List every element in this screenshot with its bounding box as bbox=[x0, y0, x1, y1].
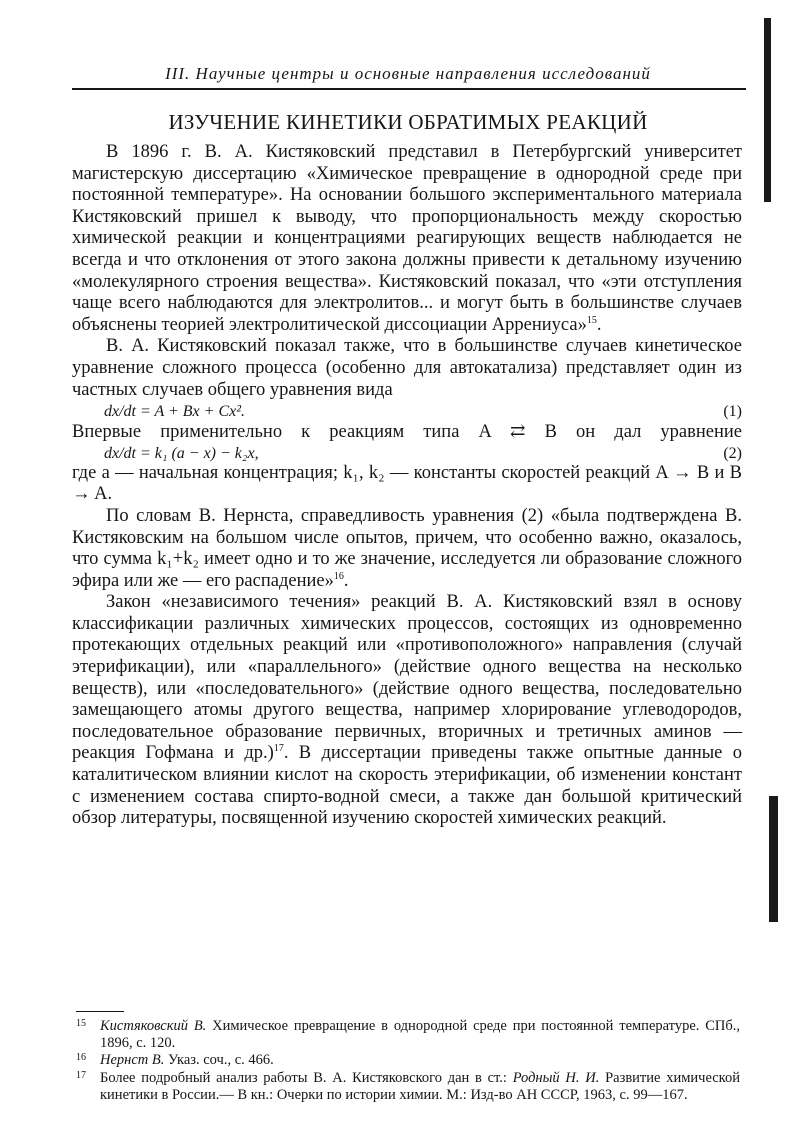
footnote-number: 15 bbox=[76, 1018, 86, 1029]
header-rule bbox=[72, 88, 746, 90]
footnote-author: Кистяковский В. bbox=[100, 1018, 207, 1034]
footnote-rule bbox=[76, 1011, 124, 1012]
footnote-ref: 17 bbox=[273, 743, 284, 755]
footnote: 16 Нернст В. Указ. соч., с. 466. bbox=[76, 1052, 274, 1069]
footnote: 17 Более подробный анализ работы В. А. Кистяковского дан в ст.: Родный Н. И. Развитие химической кинетики в России.— В кн.: Очерки по истории химии. М.: Изд-во АН СССР, 1963, с. 99—167. bbox=[76, 1069, 740, 1103]
equation-number: (2) bbox=[723, 444, 742, 462]
equation-2 bbox=[72, 444, 742, 463]
running-head: III. Научные центры и основные направления исследований bbox=[165, 64, 651, 83]
footnote-author: Родный Н. И. bbox=[512, 1069, 600, 1086]
footnote-author: Нернст В. bbox=[100, 1052, 165, 1069]
footnote-ref: 15 bbox=[586, 314, 597, 326]
paragraph: Впервые применительно к реакциям типа A ⇄ B он дал уравнение bbox=[72, 422, 742, 443]
body-text bbox=[72, 142, 742, 830]
scan-edge-mark bbox=[769, 796, 778, 922]
footnotes bbox=[76, 1018, 740, 1104]
equation-1 bbox=[72, 401, 742, 422]
footnote-number: 17 bbox=[76, 1069, 86, 1081]
footnote: 15 Кистяковский В. Химическое превращение в однородной среде при постоянной температуре. СПб., 1896, с. 120. bbox=[76, 1018, 740, 1052]
equation-formula: dx/dt = A + Bx + Cx². bbox=[104, 403, 246, 421]
paragraph: В. А. Кистяковский показал также, что в большинстве случаев кинетическое уравнение сложного процесса (особенно для автокатализа) представляет один из частных случаев общего уравнения вида bbox=[72, 336, 742, 400]
footnote-number: 16 bbox=[76, 1052, 86, 1064]
paragraph: Закон «независимого течения» реакций В. А. Кистяковский взял в основу классификации различных химических процессов, состоящих из одновременно протекающих отдельных реакций или «противоположного» направления (случай этерификации), или «параллельного» (действие одного вещества на несколько веществ), или «последовательного» (действие одного вещества, последовательно замещающего атомы другого вещества, например хлорирование углеводородов, последовательное образование первичных, вторичных и третичных аминов — реакция Гофмана и др.)$^{17}$. В диссертации приведены также опытные данные о каталитическом влиянии кислот на скорость этерификации, об изменении констант с изменением состава спирто-водной смеси, а также дан большой критический обзор литературы, посвященной изучению скоростей химических реакций. bbox=[72, 592, 742, 829]
equation-formula: dx/dt = k₁ (a − x) − k₂x, bbox=[104, 444, 259, 462]
paragraph: В 1896 г. В. А. Кистяковский представил в Петербургский университет магистерскую диссертацию «Химическое превращение в однородной среде при постоянной температуре». На основании большого экспериментального материала Кистяковский пришел к выводу, что пропорциональность между скоростью химической реакции и концентрациями реагирующих веществ наблюдается не всегда и что отклонения от этого закона должны привести к детальному изучению «молекулярного строения вещества». Кистяковский показал, что «эти отступления чаще всего наблюдаются для электролитов... и могут быть в большинстве случаев объяснены теорией электролитической диссоциации Аррениуса»$^{15}$. bbox=[72, 142, 742, 335]
paragraph: По словам В. Нернста, справедливость уравнения (2) «была подтверждена В. Кистяковским на большом числе опытов, причем, что особенно важно, оказалось, что сумма k₁+k₂ имеет одно и то же значение, исследуется ли образование сложного эфира или же — его распадение»$^{16}$. bbox=[72, 505, 742, 591]
section-heading: ИЗУЧЕНИЕ КИНЕТИКИ ОБРАТИМЫХ РЕАКЦИЙ bbox=[168, 110, 648, 134]
scan-edge-mark bbox=[764, 18, 771, 202]
equation-number: (1) bbox=[723, 403, 742, 421]
footnote-ref: 16 bbox=[333, 570, 344, 582]
paragraph: где a — начальная концентрация; k₁, k₂ — константы скоростей реакций A → B и B → A. bbox=[72, 462, 742, 505]
